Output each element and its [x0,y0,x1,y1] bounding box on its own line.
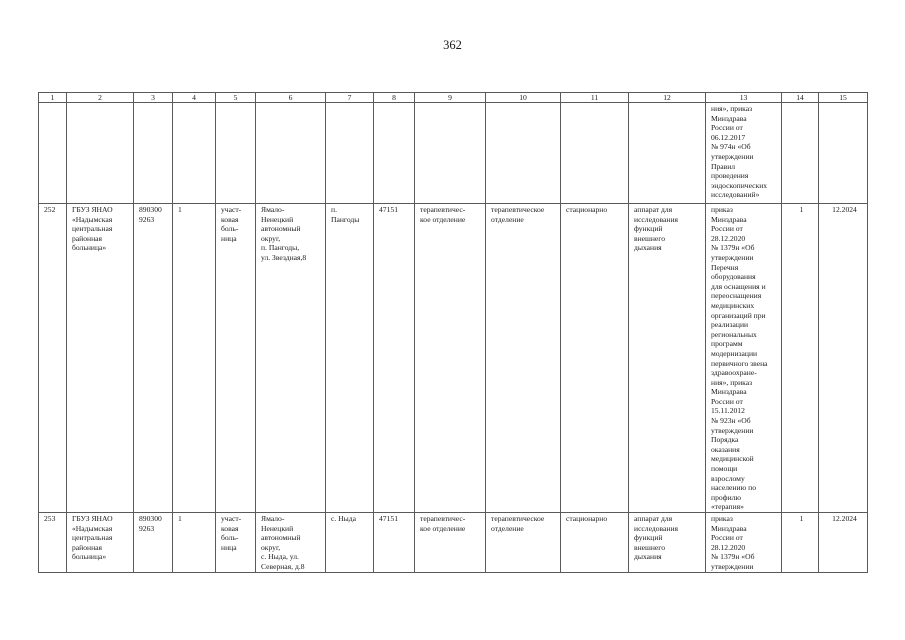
care-condition-cell: стационарно [561,513,629,573]
oktmo-cell: 47151 [374,513,415,573]
inn-cell: 890300 9263 [134,204,173,513]
department-cell: терапевтическое отделение [486,513,561,573]
department-cell: терапевтичес- кое отделение [415,204,486,513]
date-cell: 12.2024 [819,513,868,573]
equipment-table [38,92,868,573]
column-header: 9 [415,93,486,103]
quantity-cell: 1 [782,204,819,513]
column-header: 2 [67,93,134,103]
address-cell: Ямало- Ненецкий автономный округ, с. Ныда, ул. Северная, д.8 [256,513,326,573]
column-header: 10 [486,93,561,103]
row-number-cell: 252 [39,204,67,513]
inn-cell: 890300 9263 [134,513,173,573]
column-header: 8 [374,93,415,103]
settlement-cell: п. Пангоды [326,204,374,513]
table-row-253 [39,513,868,573]
quantity-cell: 1 [782,513,819,573]
settlement-cell: с. Ныда [326,513,374,573]
oktmo-cell: 47151 [374,204,415,513]
column-header: 12 [629,93,706,103]
column-header: 11 [561,93,629,103]
table-cell [374,103,415,204]
table-row-252 [39,204,868,513]
column-header: 6 [256,93,326,103]
department-cell: терапевтичес- кое отделение [415,513,486,573]
table-cell [629,103,706,204]
row-number-cell: 253 [39,513,67,573]
table-row-continuation [39,103,868,204]
facility-type-cell: участ- ковая боль- ница [216,513,256,573]
column-header: 13 [706,93,782,103]
table-cell [326,103,374,204]
table-cell-legal-basis: приказ Минздрава России от 28.12.2020 № 1379н «Об утверждении Перечня оборудования для оснащения и переоснащения медицинских организаций при реализации региональных программ модернизации первичного звена здравоохране- ния», приказ Минздрава России от 15.11.2012 № 923н «Об утверждении Порядка оказания медицинской помощи взрослому населению по профилю «терапия» [706,204,782,513]
facility-type-cell: участ- ковая боль- ница [216,204,256,513]
table-cell [415,103,486,204]
table-cell [216,103,256,204]
table-cell: 1 [173,513,216,573]
column-header: 15 [819,93,868,103]
department-cell: терапевтическое отделение [486,204,561,513]
equipment-cell: аппарат для исследования функций внешнего дыхания [629,204,706,513]
table-cell [561,103,629,204]
column-number-row [39,93,868,103]
care-condition-cell: стационарно [561,204,629,513]
page-number: 362 [443,38,462,52]
table-cell [819,103,868,204]
table-cell-legal-basis: ния», приказ Минздрава России от 06.12.2017 № 974н «Об утверждении Правил проведения эндоскопических исследований» [706,103,782,204]
table-cell [173,103,216,204]
date-cell: 12.2024 [819,204,868,513]
table-cell [486,103,561,204]
table-cell [39,103,67,204]
equipment-cell: аппарат для исследования функций внешнего дыхания [629,513,706,573]
column-header: 4 [173,93,216,103]
organization-cell: ГБУЗ ЯНАО «Надымская центральная районная больница» [67,204,134,513]
table-cell-legal-basis: приказ Минздрава России от 28.12.2020 № 1379н «Об утверждении [706,513,782,573]
column-header: 3 [134,93,173,103]
table-cell: 1 [173,204,216,513]
address-cell: Ямало- Ненецкий автономный округ, п. Пангоды, ул. Звездная,8 [256,204,326,513]
table-cell [256,103,326,204]
table-cell [134,103,173,204]
column-header: 1 [39,93,67,103]
column-header: 5 [216,93,256,103]
table-cell [782,103,819,204]
column-header: 14 [782,93,819,103]
organization-cell: ГБУЗ ЯНАО «Надымская центральная районная больница» [67,513,134,573]
table-cell [67,103,134,204]
column-header: 7 [326,93,374,103]
